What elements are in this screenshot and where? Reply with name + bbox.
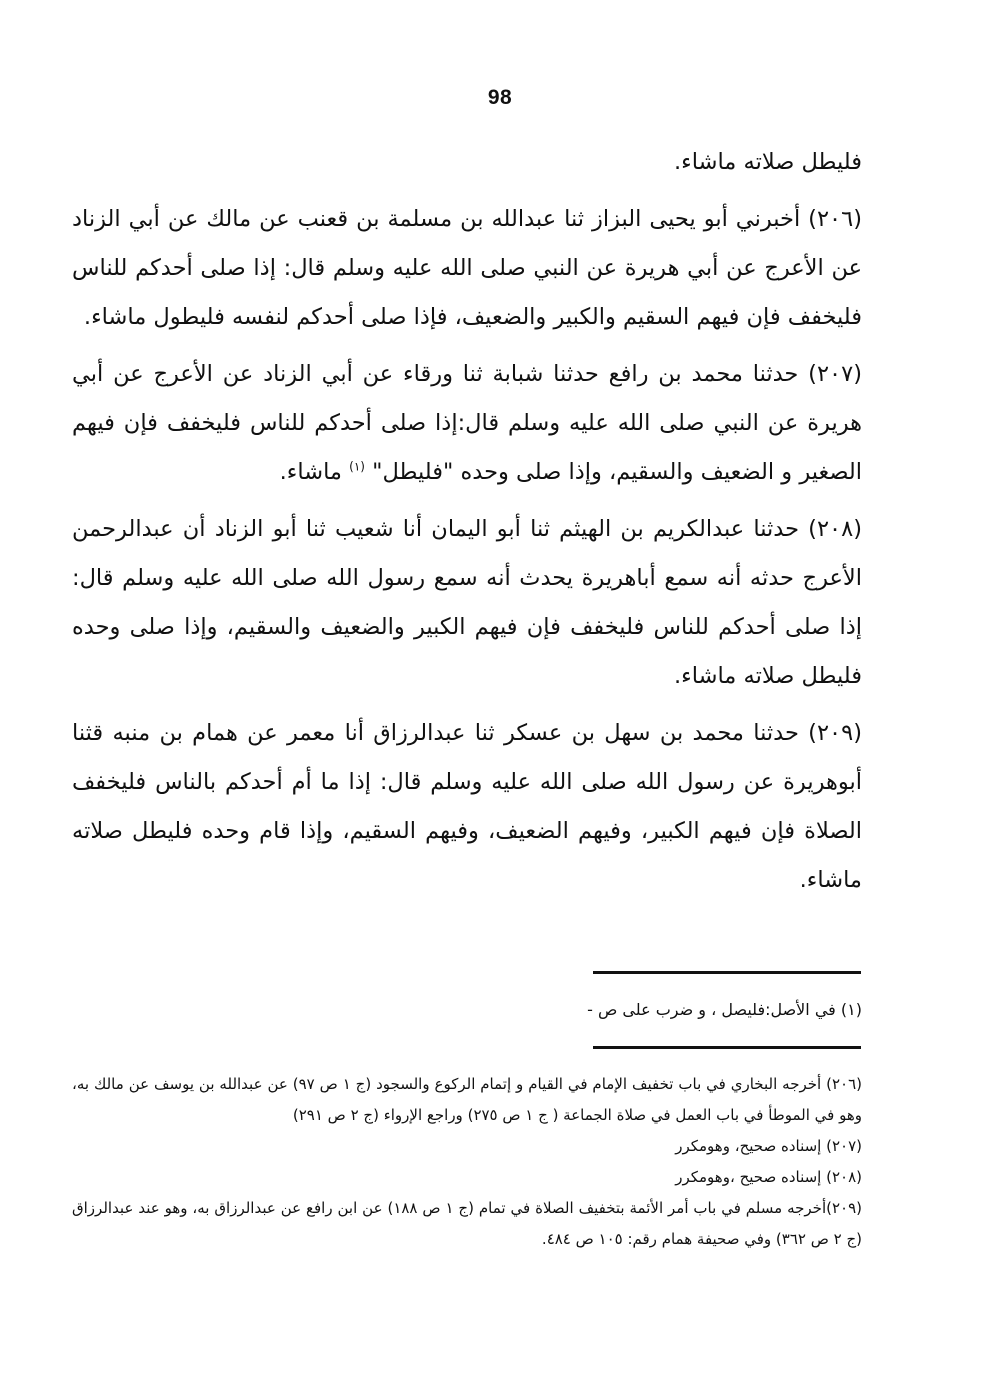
hadith-209-text: (٢٠٩) حدثنا محمد بن سهل بن عسكر ثنا عبدالرزاق أنا معمر عن همام بن منبه قثنا أبوهريرة عن رسول الله صلى الله عليه وسلم قال: إذا ما أم أحدكم بالناس فليخفف الصلاة فإن فيهم الكبير، وفيهم الضعيف، وفيهم السقيم، وإذا قام وحده فليطل صلاته ماشاء. [72,720,862,893]
hadith-207-ending: ماشاء. [279,459,342,485]
hadith-207-text: (٢٠٧) حدثنا محمد بن رافع حدثنا شبابة ثنا ورقاء عن أبي الزناد عن الأعرج عن أبي هريرة عن النبي صلى الله عليه وسلم قال:إذا صلى أحدكم للناس فليخفف فإن فيهم الصغير و الضعيف والسقيم، وإذا صلى وحده "فليطل" [72,361,862,485]
hadith-208 [72,505,862,701]
hadith-208-text: (٢٠٨) حدثنا عبدالكريم بن الهيثم ثنا أبو اليمان أنا شعيب ثنا أبو الزناد أن عبدالرحمن الأعرج حدثه أنه سمع أباهريرة يحدث أنه سمع رسول الله صلى الله عليه وسلم قال: إذا صلى أحدكم للناس فليخفف فإن فيهم الكبير والضعيف والسقيم، وإذا صلى وحده فليطل صلاته ماشاء. [72,516,862,689]
footnote: (١) في الأصل:فليصل ، و ضرب على ص - [587,1000,862,1019]
hadith-209 [72,709,862,905]
reference-208: (٢٠٨) إسناده صحيح ،وهومكرر [675,1168,862,1186]
hadith-206-text: (٢٠٦) أخبرني أبو يحيى البزاز ثنا عبدالله بن مسلمة بن قعنب عن مالك عن أبي الزناد عن الأعرج عن أبي هريرة عن النبي صلى الله عليه وسلم قال: إذا صلى أحدكم للناس فليخفف فإن فيهم السقيم والكبير والضعيف، فإذا صلى أحدكم لنفسه فليطول ماشاء. [72,206,862,330]
footnote-marker: (١) [349,459,365,474]
references-divider [593,1046,861,1049]
lead-paragraph [72,138,862,187]
hadith-206 [72,195,862,342]
main-text [72,138,862,905]
page-number: 98 [487,86,513,109]
reference-209: (٢٠٩)أخرجه مسلم في باب أمر الأئمة بتخفيف الصلاة في تمام (ج ١ ص ١٨٨) عن ابن رافع عن عبدالرزاق به، وهو عند عبدالرزاق (ج ٢ ص ٣٦٢) وفي صحيفة همام رقم: ١٠٥ ص ٤٨٤. [72,1199,862,1248]
references [72,1069,862,1255]
reference-206: (٢٠٦) أخرجه البخاري في باب تخفيف الإمام في القيام و إتمام الركوع والسجود (ج ١ ص ٩٧) عن عبدالله بن يوسف عن مالك به، وهو في الموطأ في باب العمل في صلاة الجماعة ( ج ١ ص ٢٧٥) وراجع الإرواء (ج ٢ ص ٢٩١) [72,1075,862,1124]
reference-207: (٢٠٧) إسناده صحيح، وهومكرر [675,1137,862,1155]
footnote-divider [593,971,861,974]
hadith-207 [72,350,862,497]
lead-line: فليطل صلاته ماشاء. [674,149,862,175]
